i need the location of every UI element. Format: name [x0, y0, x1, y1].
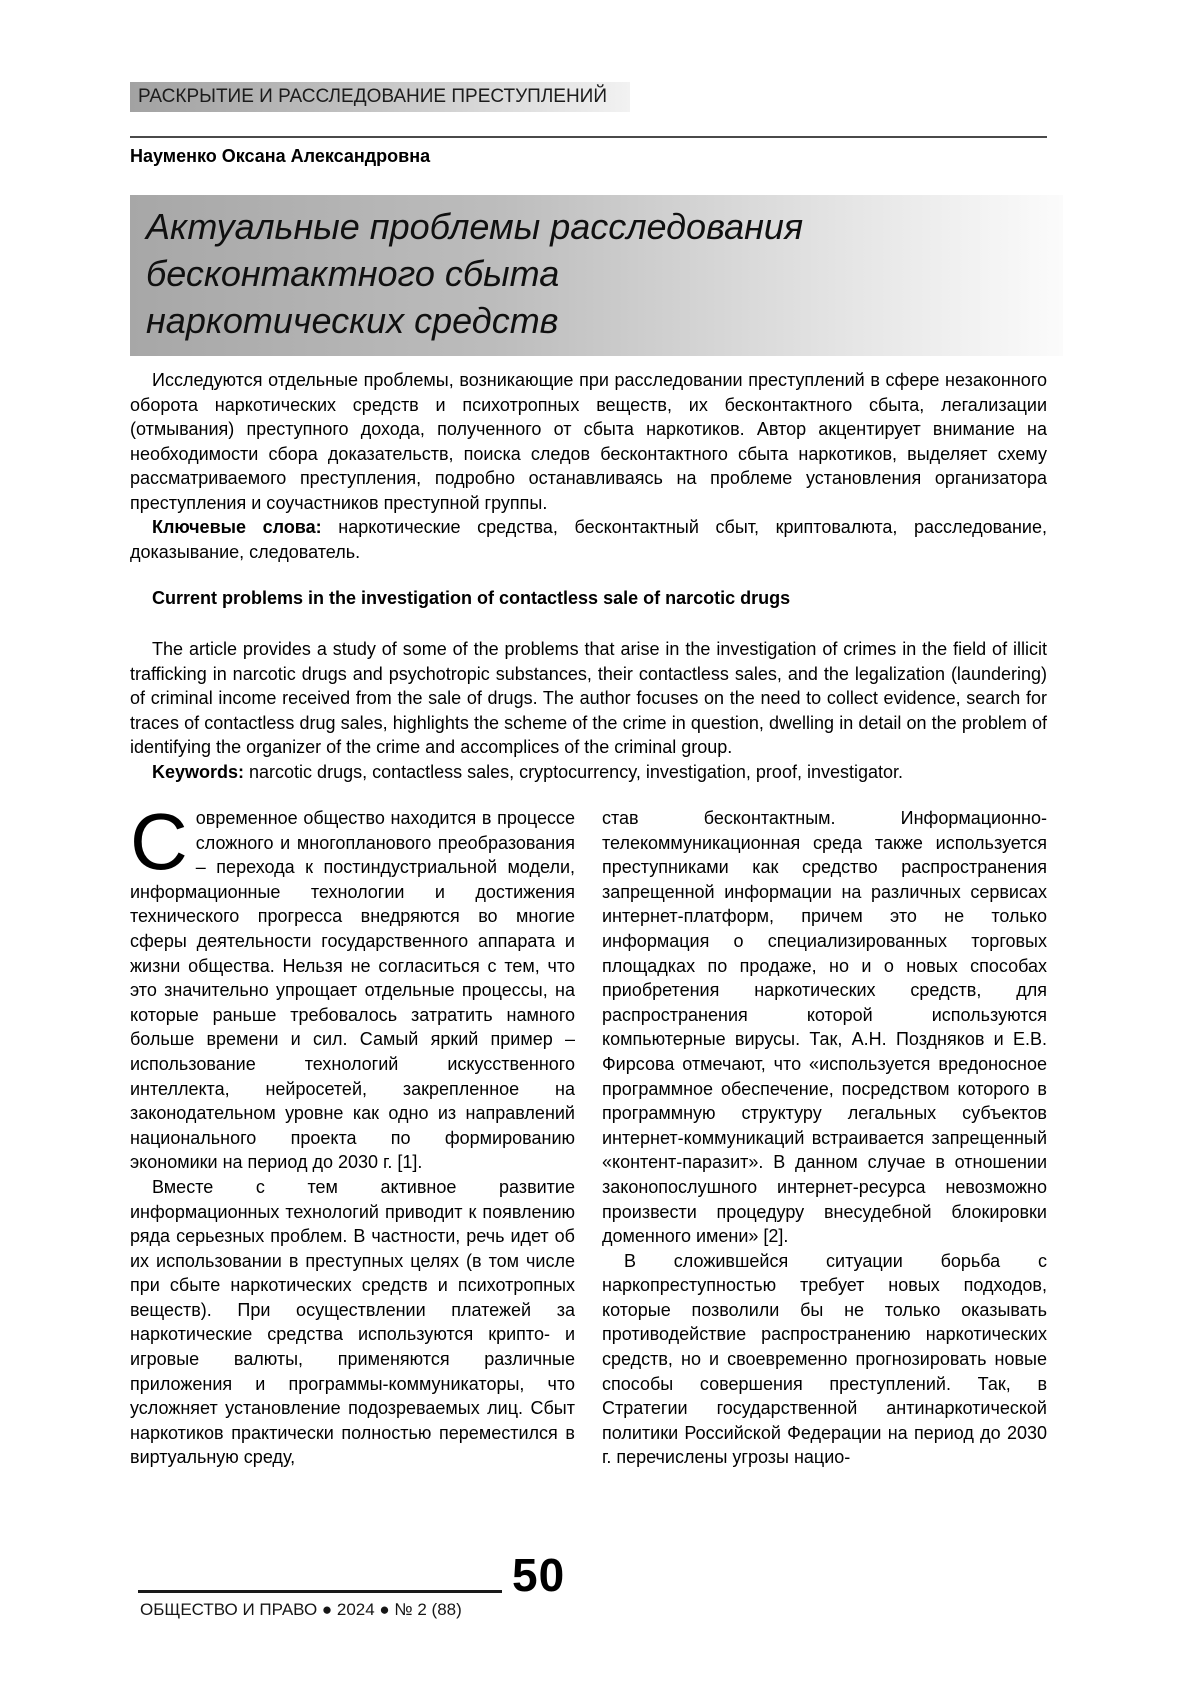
section-rubric-band	[130, 82, 630, 112]
page-content	[130, 0, 1047, 1470]
body-column-right	[602, 806, 1047, 1470]
footer-divider	[138, 1590, 502, 1593]
body-paragraph-1	[130, 797, 575, 1175]
body-paragraph-2: Вместе с тем активное развитие информационных технологий приводит к появлению ряда серьезных проблем. В частности, речь идет об их использовании в преступных целях (в том числе при сбыте наркотических средств и психотропных веществ). При осуществлении платежей за наркотические средства используются крипто- и игровые валюты, применяются различные приложения и программы-коммуникаторы, что усложняет установление подозреваемых лиц. Сбыт наркотиков практически полностью переместился в виртуальную среду,	[130, 1176, 575, 1468]
header-divider	[130, 136, 1047, 138]
article-title-line-1: Актуальные проблемы расследования	[146, 206, 804, 247]
article-title-band	[130, 195, 1063, 356]
body-columns	[130, 797, 1047, 1470]
body-paragraph-1-text: овременное общество находится в процессе сложного и многопланового преобразования – перехода к постиндустриальной модели, информационные технологии и достижения технического прогресса внедряются во многие сферы деятельности государственного аппарата и жизни общества. Нельзя не согласиться с тем, что это значительно упрощает отдельные процессы, на которые раньше требовалось затратить намного больше времени и сил. Самый яркий пример – использование технологий искусственного интеллекта, нейросетей, закрепленное на законодательном уровне как одно из направлений национального проекта по формированию экономики на период до 2030 г. [1].	[130, 808, 575, 1173]
keywords-english-text: narcotic drugs, contactless sales, cryptocurrency, investigation, proof, investigator.	[244, 761, 904, 782]
abstract-russian	[130, 368, 1047, 564]
abstract-english-text: The article provides a study of some of the problems that arise in the investigation of crimes in the field of illicit trafficking in narcotic drugs and psychotropic substances, their contactless sales, and the legalization (laundering) of criminal income received from the sale of drugs. The author focuses on the need to collect evidence, search for traces of contactless drug sales, highlights the scheme of the crime in question, dwelling in detail on the problem of identifying the organizer of the crime and accomplices of the criminal group.	[130, 639, 1047, 757]
keywords-russian	[130, 515, 1047, 564]
body-column-left	[130, 797, 575, 1470]
dropcap-letter: С	[130, 797, 188, 886]
article-title-line-2: бесконтактного сбыта	[146, 253, 560, 294]
page-footer	[130, 1548, 1047, 1638]
article-title-english: Current problems in the investigation of contactless sale of narcotic drugs	[152, 588, 791, 608]
keywords-russian-text: наркотические средства, бесконтактный сбыт, криптовалюта, расследование, доказывание, следователь.	[130, 517, 1047, 562]
body-paragraph-4: В сложившейся ситуации борьба с наркопреступностью требует новых подходов, которые позволили бы не только оказывать противодействие распространению наркотических средств, но и своевременно прогнозировать новые способы совершения преступлений. Так, в Стратегии государственной антинаркотической политики Российской Федерации на период до 2030 г. перечислены угрозы нацио-	[602, 1250, 1047, 1468]
keywords-english-label: Keywords:	[152, 761, 245, 782]
journal-issue-line: ОБЩЕСТВО И ПРАВО ● 2024 ● № 2 (88)	[140, 1600, 462, 1619]
section-rubric-text: РАСКРЫТИЕ И РАССЛЕДОВАНИЕ ПРЕСТУПЛЕНИЙ	[138, 86, 607, 107]
abstract-russian-text: Исследуются отдельные проблемы, возникающие при расследовании преступлений в сфере незаконного оборота наркотических средств и психотропных веществ, их бесконтактного сбыта, легализации (отмывания) преступного дохода, полученного от сбыта наркотиков. Автор акцентирует внимание на необходимости сбора доказательств, поиска следов бесконтактного сбыта наркотиков, выделяет схему рассматриваемого преступления, подробно останавливаясь на проблеме установления организатора преступления и соучастников преступной группы.	[130, 370, 1047, 513]
author-name: Науменко Оксана Александровна	[130, 146, 431, 166]
keywords-russian-label: Ключевые слова:	[152, 517, 322, 537]
article-title-line-3: наркотических средств	[146, 300, 559, 341]
page-number: 50	[512, 1549, 566, 1601]
keywords-english	[130, 760, 1047, 785]
body-paragraph-3: став бесконтактным. Информационно-телекоммуникационная среда также используется преступниками как средство распространения запрещенной информации на различных сервисах интернет-платформ, причем это не только информация о специализированных торговых площадках по продаже, но и о новых способах приобретения наркотических средств, для распространения которой используются компьютерные вирусы. Так, А.Н. Поздняков и Е.В. Фирсова отмечают, что «используется вредоносное программное обеспечение, посредством которого в программную структуру легальных субъектов интернет-коммуникаций встраивается запрещенный «контент-паразит». В данном случае в отношении законопослушного интернет-ресурса невозможно произвести процедуру внесудебной блокировки доменного имени» [2].	[602, 808, 1047, 1247]
abstract-english	[130, 637, 1047, 784]
